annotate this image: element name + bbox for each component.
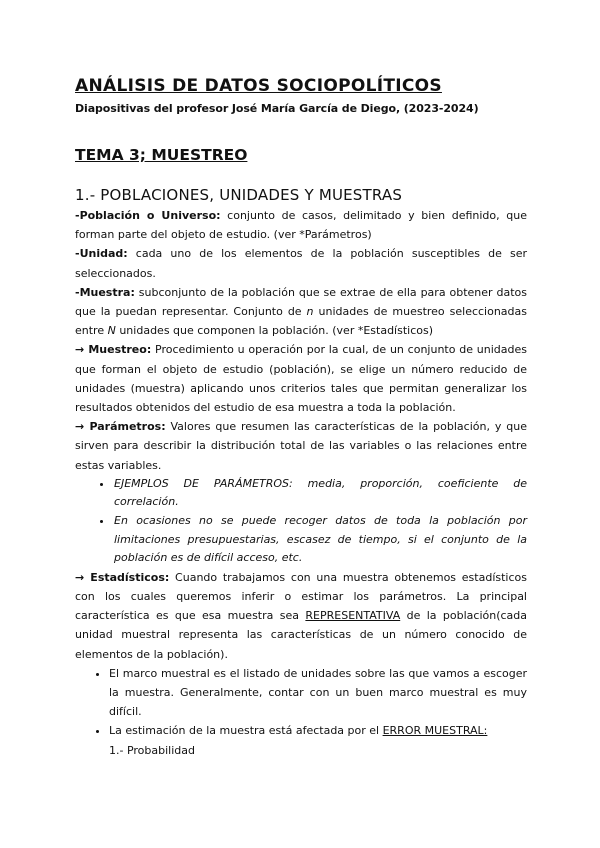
underlined-error-muestral: ERROR MUESTRAL: (382, 724, 488, 738)
estadisticos-bullet-list (75, 664, 527, 741)
document-body (75, 206, 527, 760)
term-poblacion: -Población o Universo: (75, 209, 221, 222)
term-parametros: → Parámetros: (75, 420, 166, 434)
underlined-representativa: REPRESENTATIVA (305, 609, 401, 623)
list-item: • La estimación de la muestra está afectada por el ERROR MUESTRAL: (109, 721, 527, 740)
parametros-bullet-list (75, 475, 527, 568)
definition-unidad: -Unidad: cada uno de los elementos de la población susceptibles de ser seleccionados. (75, 247, 527, 280)
list-item: • En ocasiones no se puede recoger datos de toda la población por limitaciones presupuestarias, escasez de tiempo, si el conjunto de la población es de difícil acceso, etc. (113, 512, 527, 568)
list-item: • El marco muestral es el listado de unidades sobre las que vamos a escoger la muestra. Generalmente, contar con un buen marco muestral es muy difícil. (109, 664, 527, 722)
topic-heading: TEMA 3; MUESTREO (75, 146, 248, 164)
definition-estadisticos: → Estadísticos: Cuando trabajamos con una muestra obtenemos estadísticos con los cuales queremos inferir o estimar los parámetros. La principal característica es que esa muestra sea REPRESENTATIVA de la población(cada unidad muestral representa las características de un número conocido de elementos de la población). (75, 570, 528, 661)
sub-item-probabilidad: 1.- Probabilidad (109, 743, 195, 757)
term-muestra: -Muestra: (75, 285, 135, 299)
definition-muestreo: → Muestreo: Procedimiento u operación por la cual, de un conjunto de unidades que forman el objeto de estudio (población), se elige un número reducido de unidades (muestra) aplicando unos criterios tales que permitan generalizar los resultados obtenidos del estudio de esa muestra a toda la población. (75, 343, 527, 415)
definition-parametros: → Parámetros: Valores que resumen las características de la población, y que sirven para describir la distribución total de las variables o las relaciones entre estas variables. (75, 420, 527, 472)
list-item: • EJEMPLOS DE PARÁMETROS: media, proporción, coeficiente de correlación. (113, 475, 527, 512)
term-muestreo: → Muestreo: (75, 343, 152, 357)
section-heading: 1.- POBLACIONES, UNIDADES Y MUESTRAS (75, 186, 403, 204)
definition-muestra: -Muestra: subconjunto de la población que se extrae de ella para obtener datos que la puedan representar. Conjunto de n unidades de muestreo seleccionadas entre N unidades que componen la población. (ver *Estadísticos) (75, 285, 528, 338)
document-subtitle: Diapositivas del profesor José María García de Diego, (2023-2024) (75, 102, 479, 115)
term-estadisticos: → Estadísticos: (75, 570, 170, 584)
term-unidad: -Unidad: (75, 247, 128, 261)
definition-poblacion: -Población o Universo: conjunto de casos, delimitado y bien definido, que forman parte del objeto de estudio. (ver *Parámetros) (75, 209, 527, 242)
document-title: ANÁLISIS DE DATOS SOCIOPOLÍTICOS (75, 76, 442, 96)
